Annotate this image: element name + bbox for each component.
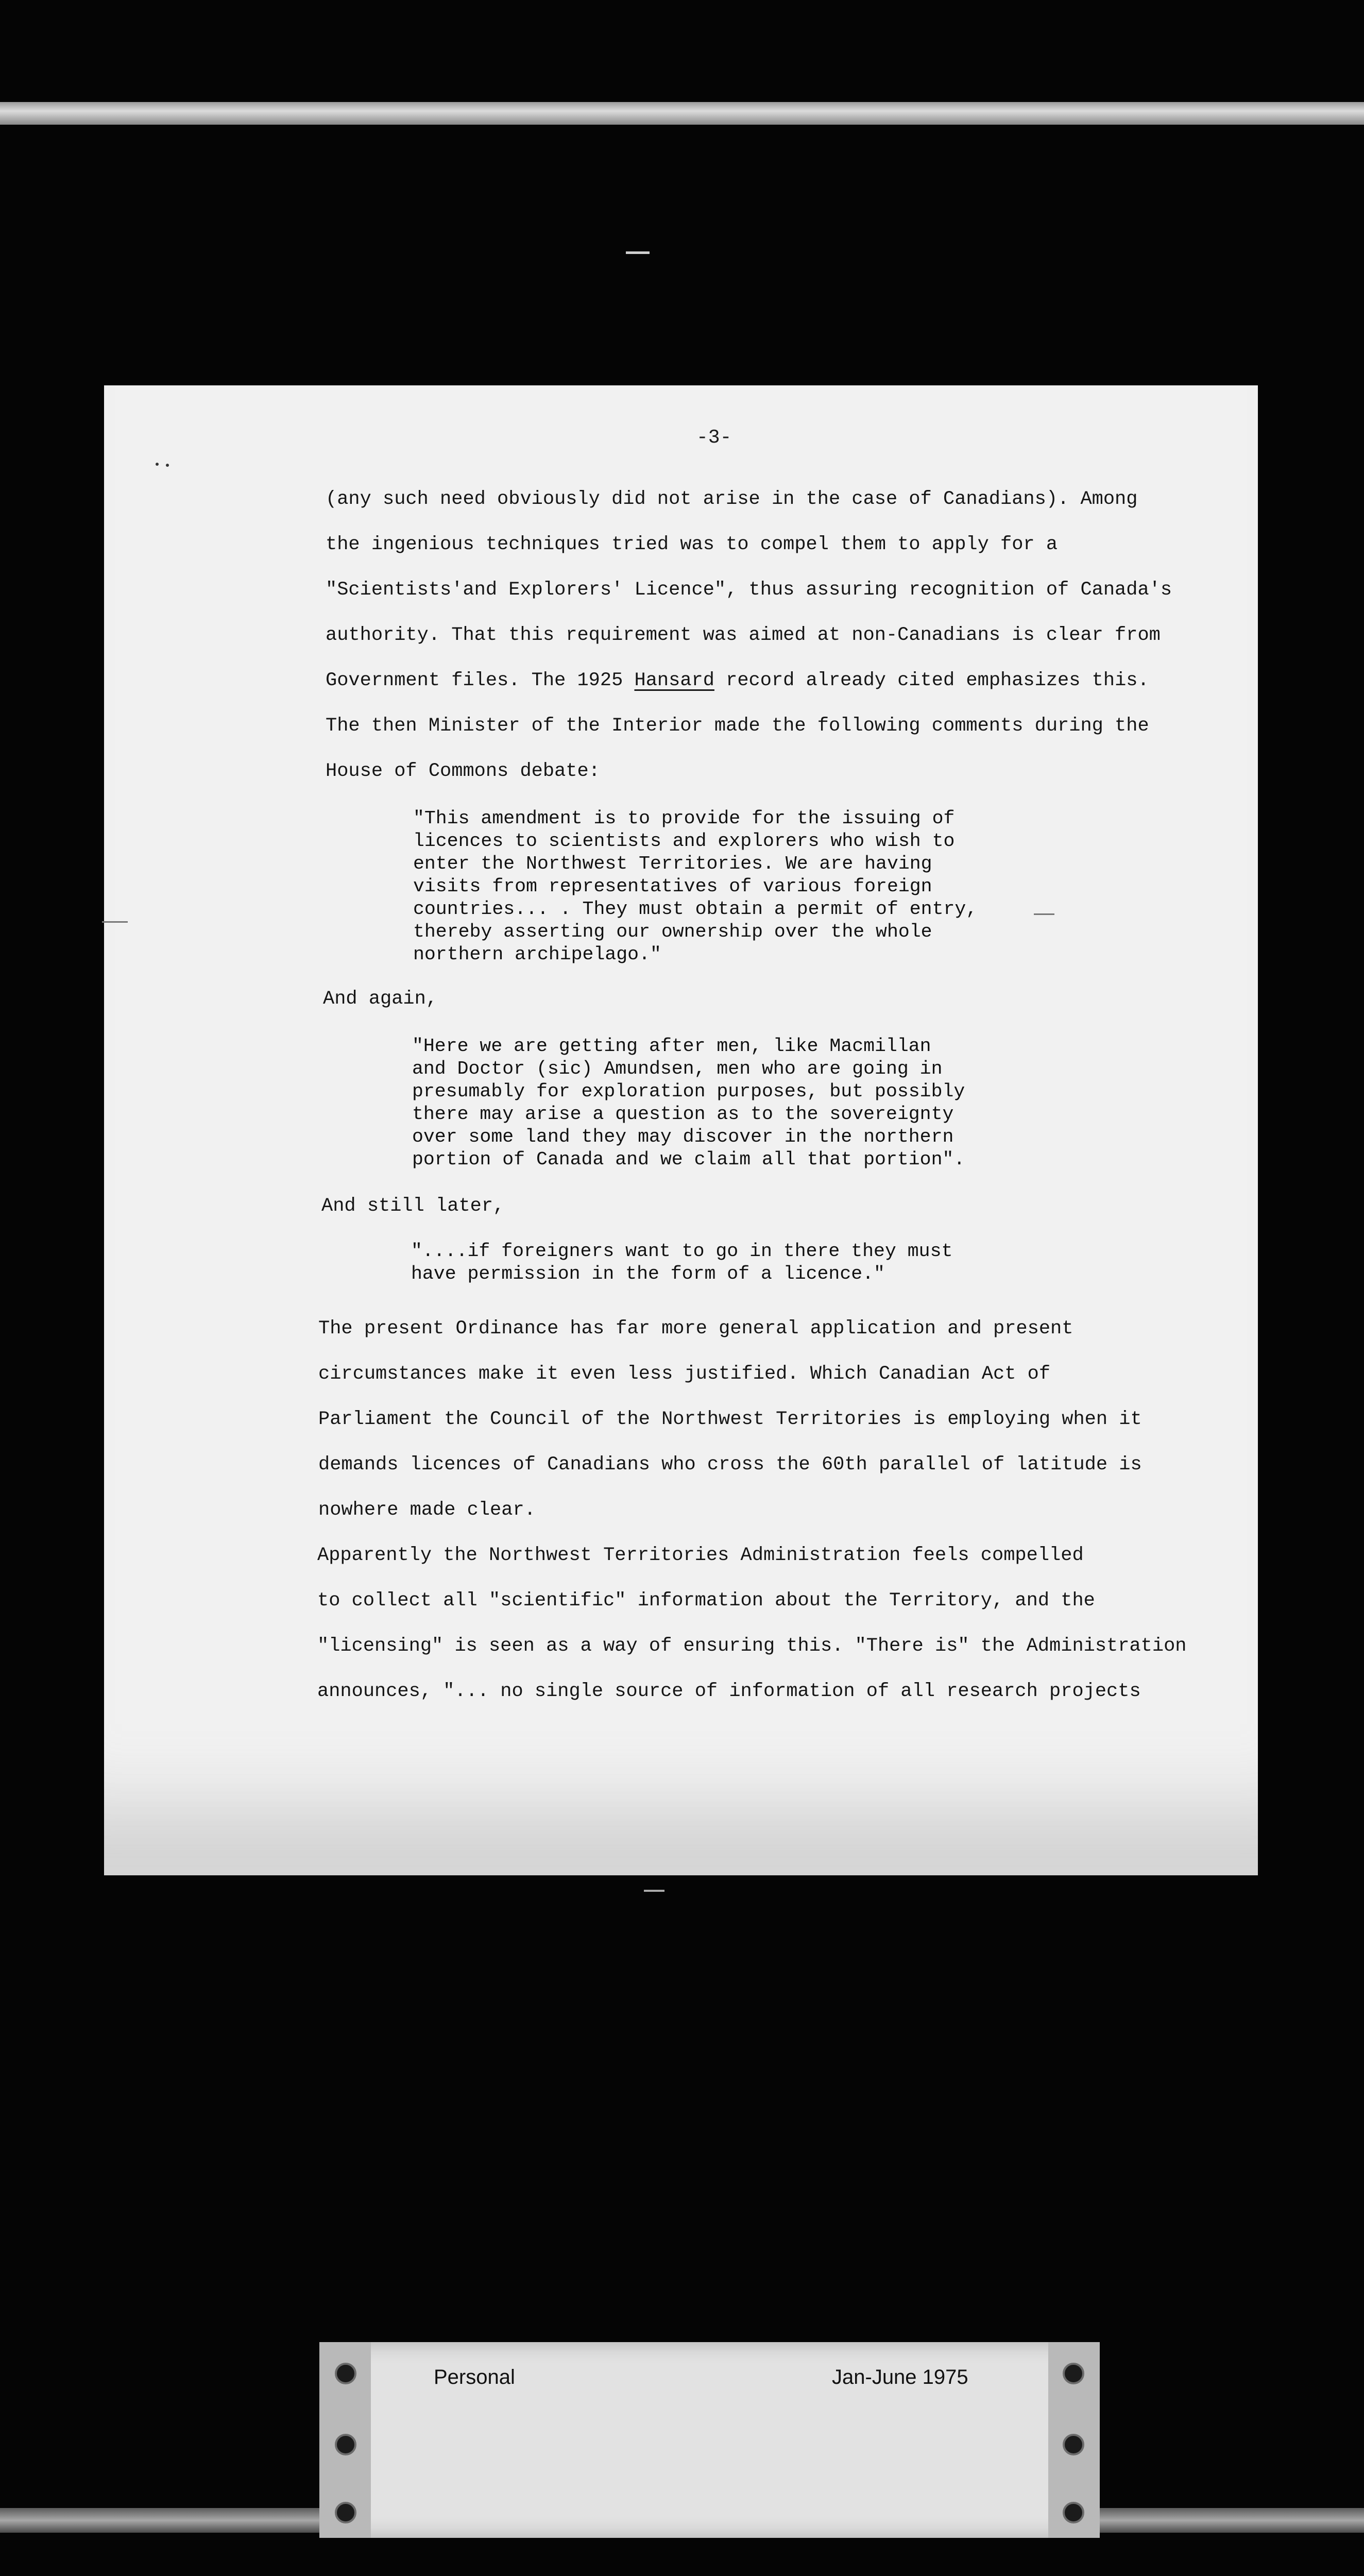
folder-label-left: Personal — [434, 2366, 515, 2388]
text-line: circumstances make it even less justified. Which Canadian Act of — [318, 1363, 1051, 1385]
text-line: House of Commons debate: — [326, 760, 600, 782]
quote-line: "This amendment is to provide for the issuing of — [413, 808, 955, 829]
scan-mark — [644, 1890, 664, 1892]
quote-line: over some land they may discover in the northern — [412, 1126, 954, 1147]
text-line: Parliament the Council of the Northwest Territories is employing when it — [318, 1409, 1142, 1430]
film-strip-top — [0, 102, 1364, 125]
quote-line: presumably for exploration purposes, but possibly — [412, 1081, 965, 1102]
folder-label-right: Jan-June 1975 — [832, 2366, 968, 2388]
punch-hole — [1063, 2434, 1084, 2455]
text-line: authority. That this requirement was aimed at non-Canadians is clear from — [326, 624, 1161, 646]
document-page — [104, 385, 1258, 1875]
text-line: Apparently the Northwest Territories Administration feels compelled — [317, 1545, 1084, 1566]
quote-line: portion of Canada and we claim all that portion". — [412, 1149, 965, 1170]
text-line: to collect all "scientific" information about the Territory, and the — [317, 1590, 1095, 1612]
quote-line: there may arise a question as to the sovereignty — [412, 1104, 954, 1125]
punch-hole — [1063, 2502, 1084, 2523]
quote-line: thereby asserting our ownership over the whole — [413, 921, 932, 942]
text-line: (any such need obviously did not arise in the case of Canadians). Among — [326, 488, 1138, 510]
quote-line: visits from representatives of various foreign — [413, 876, 932, 897]
quote-line: licences to scientists and explorers who wish to — [413, 831, 955, 852]
text-line: "licensing" is seen as a way of ensuring this. "There is" the Administration — [317, 1635, 1187, 1657]
quote-line: and Doctor (sic) Amundsen, men who are going in — [412, 1058, 943, 1079]
text-run: Government files. The 1925 — [326, 670, 635, 691]
and-again: And again, — [323, 988, 438, 1010]
quote-line: northern archipelago." — [413, 944, 661, 965]
text-run: record already cited emphasizes this. — [714, 670, 1149, 691]
quote-line: enter the Northwest Territories. We are having — [413, 853, 932, 874]
page-number: -3- — [696, 427, 732, 449]
text-line: "Scientists'and Explorers' Licence", thus assuring recognition of Canada's — [326, 579, 1172, 601]
text-line: nowhere made clear. — [318, 1499, 536, 1521]
punch-hole — [335, 2502, 356, 2523]
text-line — [326, 670, 1149, 691]
punch-hole — [1063, 2363, 1084, 2384]
scan-mark — [102, 921, 128, 923]
scan-speck — [156, 463, 159, 466]
scan-speck — [166, 464, 169, 467]
folder-label-card — [319, 2342, 1100, 2538]
quote-line: countries... . They must obtain a permit of entry, — [413, 899, 978, 920]
quote-line: have permission in the form of a licence." — [411, 1263, 885, 1284]
quote-line: "....if foreigners want to go in there they must — [411, 1241, 953, 1262]
scan-mark — [1034, 913, 1054, 915]
text-line: The then Minister of the Interior made the following comments during the — [326, 715, 1149, 737]
punch-hole — [335, 2363, 356, 2384]
text-line: announces, "... no single source of information of all research projects — [317, 1681, 1141, 1702]
quote-line: "Here we are getting after men, like Macmillan — [412, 1036, 931, 1057]
punch-hole — [335, 2434, 356, 2455]
text-line: demands licences of Canadians who cross the 60th parallel of latitude is — [318, 1454, 1142, 1476]
text-line: The present Ordinance has far more general application and present — [318, 1318, 1073, 1340]
text-line: the ingenious techniques tried was to compel them to apply for a — [326, 534, 1058, 555]
and-still-later: And still later, — [321, 1195, 505, 1217]
scan-mark — [626, 251, 650, 254]
hansard-underlined: Hansard — [634, 670, 714, 691]
